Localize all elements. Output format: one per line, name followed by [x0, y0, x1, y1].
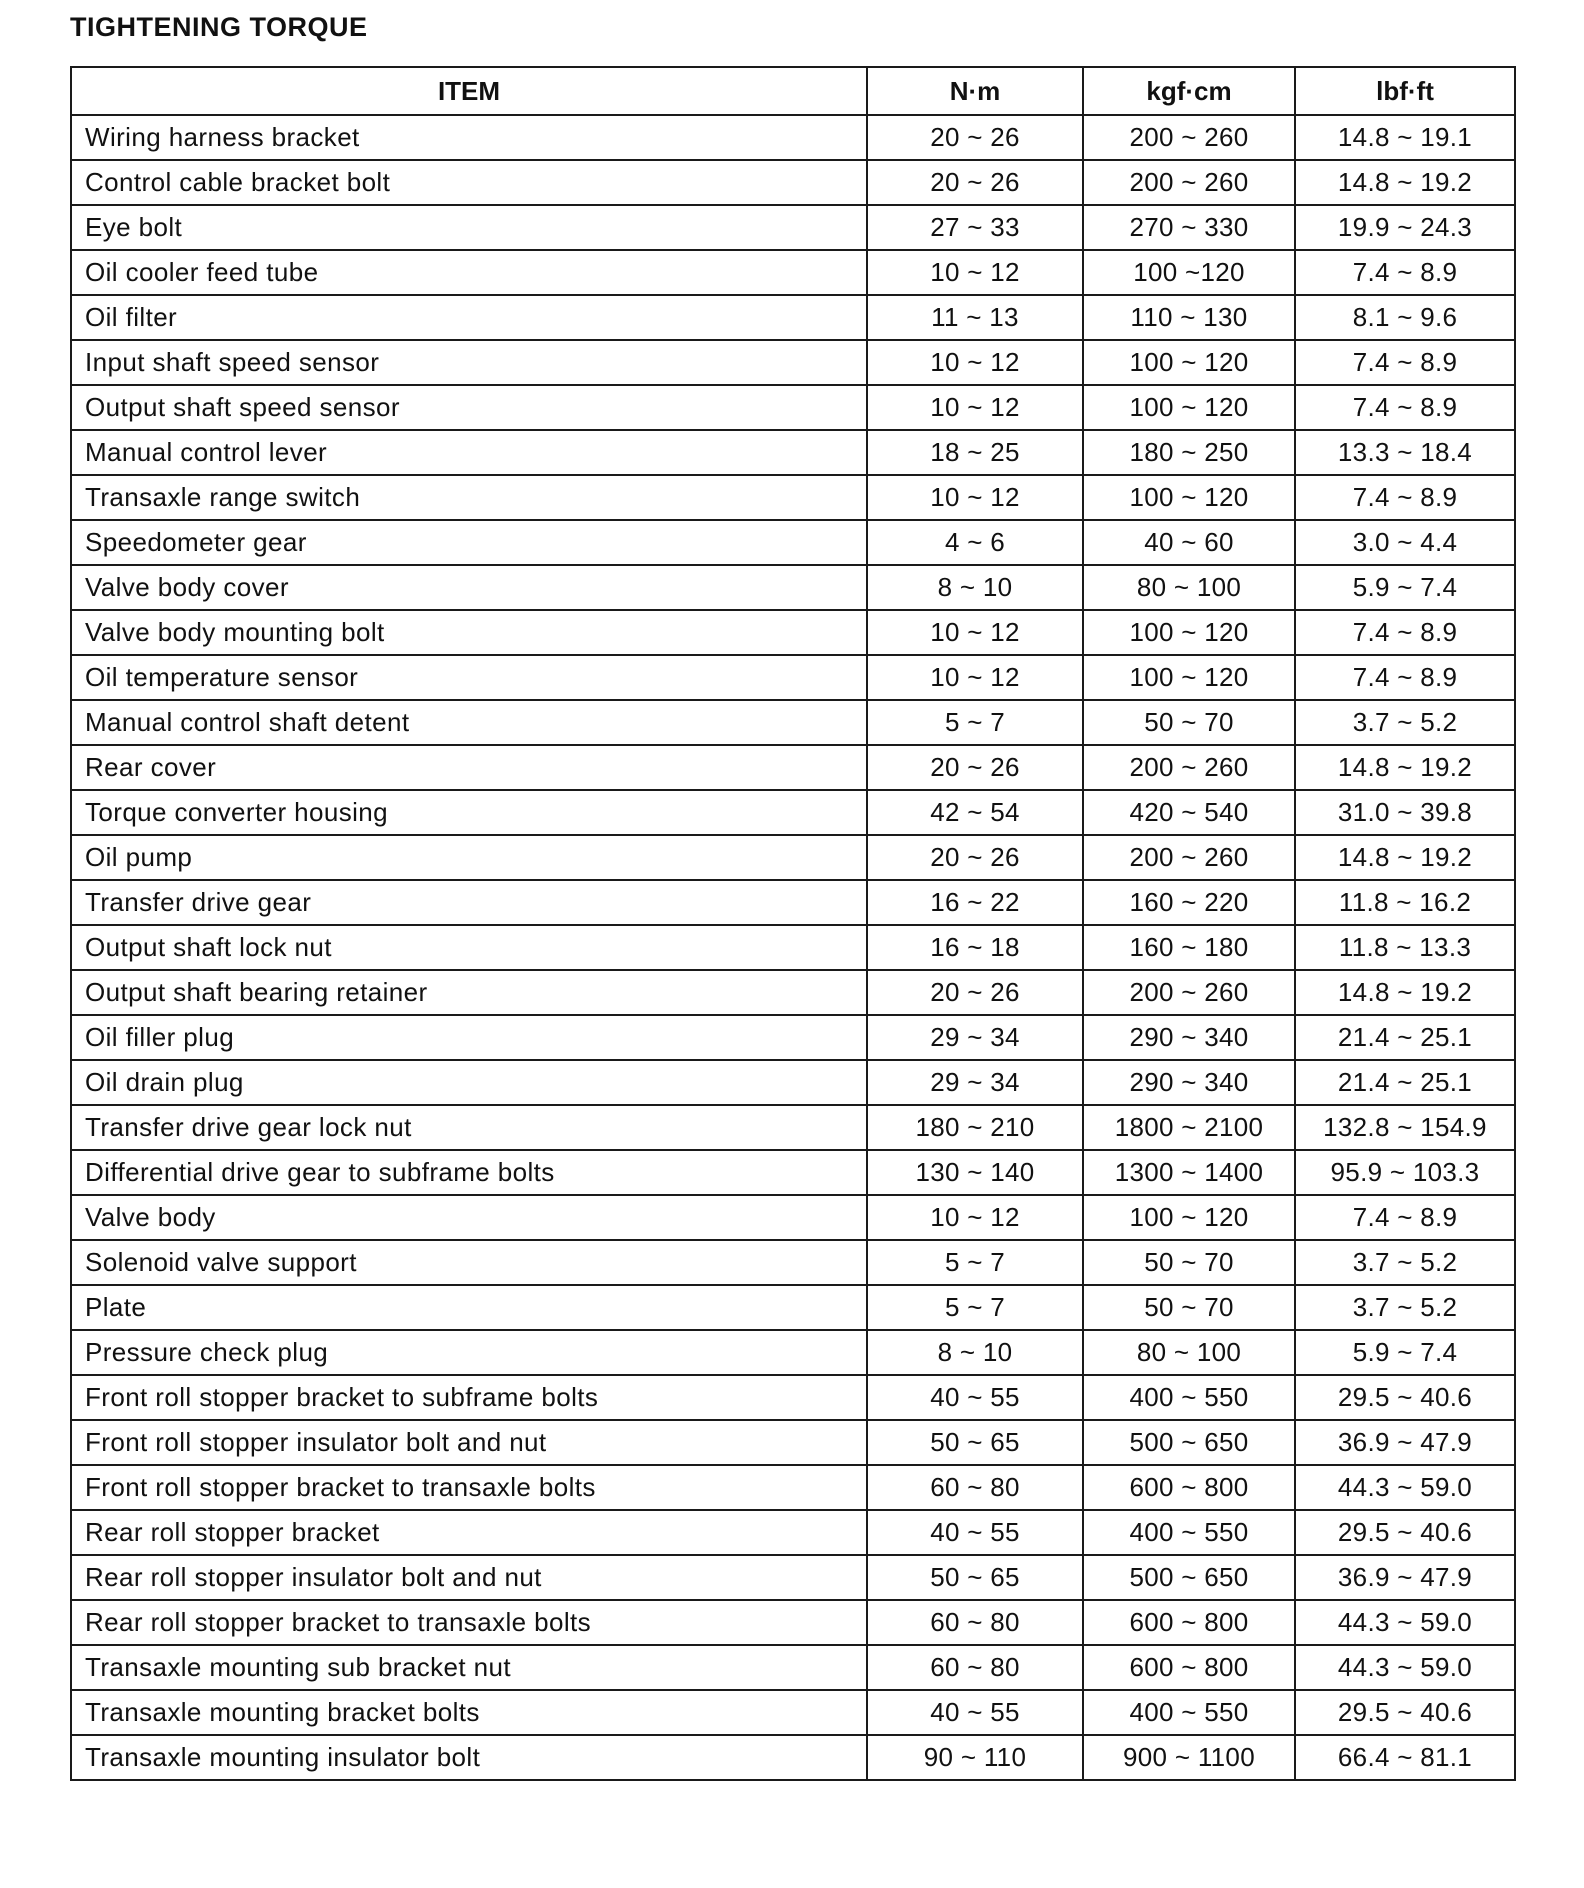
torque-kgf-cm: 400 ~ 550 — [1083, 1690, 1295, 1735]
torque-kgf-cm: 200 ~ 260 — [1083, 835, 1295, 880]
table-row — [71, 790, 1515, 835]
table-row — [71, 1285, 1515, 1330]
table-row — [71, 520, 1515, 565]
torque-kgf-cm: 50 ~ 70 — [1083, 1240, 1295, 1285]
table-row — [71, 1645, 1515, 1690]
torque-nm: 10 ~ 12 — [867, 385, 1083, 430]
table-row — [71, 1330, 1515, 1375]
torque-nm: 10 ~ 12 — [867, 1195, 1083, 1240]
torque-kgf-cm: 100 ~ 120 — [1083, 610, 1295, 655]
torque-nm: 40 ~ 55 — [867, 1510, 1083, 1555]
table-row — [71, 340, 1515, 385]
torque-lbf-ft: 14.8 ~ 19.2 — [1295, 160, 1515, 205]
torque-nm: 18 ~ 25 — [867, 430, 1083, 475]
torque-kgf-cm: 80 ~ 100 — [1083, 1330, 1295, 1375]
item-name: Rear cover — [71, 745, 867, 790]
torque-nm: 60 ~ 80 — [867, 1600, 1083, 1645]
header-lbf-ft: lbf·ft — [1295, 67, 1515, 115]
item-name: Manual control shaft detent — [71, 700, 867, 745]
torque-nm: 60 ~ 80 — [867, 1645, 1083, 1690]
table-row — [71, 1105, 1515, 1150]
table-row — [71, 205, 1515, 250]
torque-nm: 10 ~ 12 — [867, 655, 1083, 700]
torque-nm: 16 ~ 22 — [867, 880, 1083, 925]
item-name: Rear roll stopper insulator bolt and nut — [71, 1555, 867, 1600]
torque-kgf-cm: 200 ~ 260 — [1083, 970, 1295, 1015]
torque-lbf-ft: 13.3 ~ 18.4 — [1295, 430, 1515, 475]
torque-lbf-ft: 19.9 ~ 24.3 — [1295, 205, 1515, 250]
table-row — [71, 250, 1515, 295]
torque-nm: 10 ~ 12 — [867, 610, 1083, 655]
item-name: Oil filler plug — [71, 1015, 867, 1060]
item-name: Transaxle mounting insulator bolt — [71, 1735, 867, 1780]
table-row — [71, 1510, 1515, 1555]
torque-kgf-cm: 160 ~ 220 — [1083, 880, 1295, 925]
item-name: Output shaft speed sensor — [71, 385, 867, 430]
table-row — [71, 925, 1515, 970]
item-name: Solenoid valve support — [71, 1240, 867, 1285]
torque-kgf-cm: 600 ~ 800 — [1083, 1645, 1295, 1690]
torque-nm: 20 ~ 26 — [867, 970, 1083, 1015]
torque-kgf-cm: 400 ~ 550 — [1083, 1510, 1295, 1555]
torque-nm: 10 ~ 12 — [867, 340, 1083, 385]
page-title: TIGHTENING TORQUE — [70, 12, 368, 42]
torque-kgf-cm: 1800 ~ 2100 — [1083, 1105, 1295, 1150]
torque-lbf-ft: 5.9 ~ 7.4 — [1295, 565, 1515, 610]
item-name: Wiring harness bracket — [71, 115, 867, 160]
item-name: Pressure check plug — [71, 1330, 867, 1375]
torque-lbf-ft: 3.0 ~ 4.4 — [1295, 520, 1515, 565]
torque-kgf-cm: 100 ~ 120 — [1083, 1195, 1295, 1240]
torque-nm: 60 ~ 80 — [867, 1465, 1083, 1510]
torque-nm: 90 ~ 110 — [867, 1735, 1083, 1780]
torque-nm: 5 ~ 7 — [867, 700, 1083, 745]
torque-lbf-ft: 21.4 ~ 25.1 — [1295, 1015, 1515, 1060]
table-row — [71, 745, 1515, 790]
table-row — [71, 160, 1515, 205]
torque-lbf-ft: 21.4 ~ 25.1 — [1295, 1060, 1515, 1105]
torque-lbf-ft: 29.5 ~ 40.6 — [1295, 1510, 1515, 1555]
torque-lbf-ft: 11.8 ~ 16.2 — [1295, 880, 1515, 925]
torque-lbf-ft: 7.4 ~ 8.9 — [1295, 655, 1515, 700]
torque-nm: 42 ~ 54 — [867, 790, 1083, 835]
table-row — [71, 1060, 1515, 1105]
torque-kgf-cm: 200 ~ 260 — [1083, 160, 1295, 205]
torque-nm: 4 ~ 6 — [867, 520, 1083, 565]
table-row — [71, 1195, 1515, 1240]
table-body — [71, 115, 1515, 1780]
torque-lbf-ft: 3.7 ~ 5.2 — [1295, 1285, 1515, 1330]
torque-nm: 29 ~ 34 — [867, 1060, 1083, 1105]
table-row — [71, 1420, 1515, 1465]
torque-kgf-cm: 160 ~ 180 — [1083, 925, 1295, 970]
table-row — [71, 430, 1515, 475]
torque-nm: 5 ~ 7 — [867, 1240, 1083, 1285]
torque-lbf-ft: 44.3 ~ 59.0 — [1295, 1645, 1515, 1690]
torque-kgf-cm: 100 ~ 120 — [1083, 655, 1295, 700]
item-name: Transaxle range switch — [71, 475, 867, 520]
torque-kgf-cm: 600 ~ 800 — [1083, 1465, 1295, 1510]
torque-lbf-ft: 29.5 ~ 40.6 — [1295, 1690, 1515, 1735]
table-header-row — [71, 67, 1515, 115]
torque-nm: 8 ~ 10 — [867, 565, 1083, 610]
item-name: Valve body mounting bolt — [71, 610, 867, 655]
item-name: Oil cooler feed tube — [71, 250, 867, 295]
table-row — [71, 610, 1515, 655]
torque-lbf-ft: 132.8 ~ 154.9 — [1295, 1105, 1515, 1150]
torque-lbf-ft: 14.8 ~ 19.2 — [1295, 835, 1515, 880]
item-name: Plate — [71, 1285, 867, 1330]
torque-lbf-ft: 7.4 ~ 8.9 — [1295, 340, 1515, 385]
torque-lbf-ft: 14.8 ~ 19.2 — [1295, 745, 1515, 790]
item-name: Valve body cover — [71, 565, 867, 610]
torque-kgf-cm: 270 ~ 330 — [1083, 205, 1295, 250]
item-name: Speedometer gear — [71, 520, 867, 565]
item-name: Output shaft bearing retainer — [71, 970, 867, 1015]
item-name: Eye bolt — [71, 205, 867, 250]
torque-lbf-ft: 7.4 ~ 8.9 — [1295, 610, 1515, 655]
item-name: Transaxle mounting sub bracket nut — [71, 1645, 867, 1690]
table-row — [71, 1690, 1515, 1735]
torque-lbf-ft: 14.8 ~ 19.1 — [1295, 115, 1515, 160]
torque-nm: 10 ~ 12 — [867, 475, 1083, 520]
item-name: Output shaft lock nut — [71, 925, 867, 970]
torque-nm: 180 ~ 210 — [867, 1105, 1083, 1150]
torque-nm: 50 ~ 65 — [867, 1555, 1083, 1600]
torque-lbf-ft: 95.9 ~ 103.3 — [1295, 1150, 1515, 1195]
torque-nm: 16 ~ 18 — [867, 925, 1083, 970]
table-row — [71, 1555, 1515, 1600]
item-name: Differential drive gear to subframe bolts — [71, 1150, 867, 1195]
torque-lbf-ft: 7.4 ~ 8.9 — [1295, 385, 1515, 430]
torque-kgf-cm: 420 ~ 540 — [1083, 790, 1295, 835]
item-name: Oil drain plug — [71, 1060, 867, 1105]
torque-kgf-cm: 200 ~ 260 — [1083, 115, 1295, 160]
item-name: Front roll stopper bracket to transaxle bolts — [71, 1465, 867, 1510]
table-row — [71, 1150, 1515, 1195]
torque-lbf-ft: 44.3 ~ 59.0 — [1295, 1465, 1515, 1510]
torque-kgf-cm: 50 ~ 70 — [1083, 1285, 1295, 1330]
torque-kgf-cm: 100 ~ 120 — [1083, 385, 1295, 430]
torque-lbf-ft: 8.1 ~ 9.6 — [1295, 295, 1515, 340]
table-row — [71, 880, 1515, 925]
item-name: Rear roll stopper bracket to transaxle bolts — [71, 1600, 867, 1645]
torque-kgf-cm: 900 ~ 1100 — [1083, 1735, 1295, 1780]
torque-kgf-cm: 500 ~ 650 — [1083, 1420, 1295, 1465]
table-row — [71, 700, 1515, 745]
item-name: Oil pump — [71, 835, 867, 880]
torque-lbf-ft: 7.4 ~ 8.9 — [1295, 1195, 1515, 1240]
table-row — [71, 970, 1515, 1015]
item-name: Rear roll stopper bracket — [71, 1510, 867, 1555]
item-name: Transaxle mounting bracket bolts — [71, 1690, 867, 1735]
torque-lbf-ft: 31.0 ~ 39.8 — [1295, 790, 1515, 835]
torque-kgf-cm: 400 ~ 550 — [1083, 1375, 1295, 1420]
torque-nm: 20 ~ 26 — [867, 115, 1083, 160]
torque-nm: 8 ~ 10 — [867, 1330, 1083, 1375]
torque-kgf-cm: 100 ~ 120 — [1083, 475, 1295, 520]
item-name: Oil temperature sensor — [71, 655, 867, 700]
item-name: Transfer drive gear — [71, 880, 867, 925]
item-name: Input shaft speed sensor — [71, 340, 867, 385]
torque-lbf-ft: 36.9 ~ 47.9 — [1295, 1555, 1515, 1600]
torque-lbf-ft: 66.4 ~ 81.1 — [1295, 1735, 1515, 1780]
torque-lbf-ft: 5.9 ~ 7.4 — [1295, 1330, 1515, 1375]
torque-kgf-cm: 290 ~ 340 — [1083, 1015, 1295, 1060]
item-name: Oil filter — [71, 295, 867, 340]
header-nm: N·m — [867, 67, 1083, 115]
table-row — [71, 1465, 1515, 1510]
torque-kgf-cm: 500 ~ 650 — [1083, 1555, 1295, 1600]
table-row — [71, 115, 1515, 160]
torque-nm: 50 ~ 65 — [867, 1420, 1083, 1465]
torque-nm: 20 ~ 26 — [867, 160, 1083, 205]
torque-nm: 11 ~ 13 — [867, 295, 1083, 340]
item-name: Manual control lever — [71, 430, 867, 475]
torque-lbf-ft: 11.8 ~ 13.3 — [1295, 925, 1515, 970]
torque-kgf-cm: 100 ~120 — [1083, 250, 1295, 295]
torque-nm: 20 ~ 26 — [867, 745, 1083, 790]
table-row — [71, 1240, 1515, 1285]
torque-lbf-ft: 44.3 ~ 59.0 — [1295, 1600, 1515, 1645]
torque-kgf-cm: 50 ~ 70 — [1083, 700, 1295, 745]
torque-lbf-ft: 7.4 ~ 8.9 — [1295, 475, 1515, 520]
torque-kgf-cm: 290 ~ 340 — [1083, 1060, 1295, 1105]
table-row — [71, 565, 1515, 610]
torque-lbf-ft: 29.5 ~ 40.6 — [1295, 1375, 1515, 1420]
torque-nm: 29 ~ 34 — [867, 1015, 1083, 1060]
table-row — [71, 655, 1515, 700]
torque-kgf-cm: 600 ~ 800 — [1083, 1600, 1295, 1645]
torque-nm: 20 ~ 26 — [867, 835, 1083, 880]
torque-kgf-cm: 200 ~ 260 — [1083, 745, 1295, 790]
torque-nm: 130 ~ 140 — [867, 1150, 1083, 1195]
item-name: Front roll stopper insulator bolt and nut — [71, 1420, 867, 1465]
torque-lbf-ft: 7.4 ~ 8.9 — [1295, 250, 1515, 295]
torque-kgf-cm: 100 ~ 120 — [1083, 340, 1295, 385]
table-row — [71, 475, 1515, 520]
torque-nm: 40 ~ 55 — [867, 1690, 1083, 1735]
item-name: Transfer drive gear lock nut — [71, 1105, 867, 1150]
torque-nm: 27 ~ 33 — [867, 205, 1083, 250]
item-name: Valve body — [71, 1195, 867, 1240]
table-row — [71, 385, 1515, 430]
table-row — [71, 835, 1515, 880]
item-name: Torque converter housing — [71, 790, 867, 835]
table-row — [71, 1015, 1515, 1060]
table-row — [71, 1600, 1515, 1645]
table-row — [71, 1735, 1515, 1780]
torque-nm: 40 ~ 55 — [867, 1375, 1083, 1420]
table-row — [71, 295, 1515, 340]
torque-lbf-ft: 14.8 ~ 19.2 — [1295, 970, 1515, 1015]
torque-nm: 5 ~ 7 — [867, 1285, 1083, 1330]
torque-lbf-ft: 36.9 ~ 47.9 — [1295, 1420, 1515, 1465]
header-kgf-cm: kgf·cm — [1083, 67, 1295, 115]
header-item: ITEM — [71, 67, 867, 115]
table-row — [71, 1375, 1515, 1420]
torque-kgf-cm: 110 ~ 130 — [1083, 295, 1295, 340]
torque-lbf-ft: 3.7 ~ 5.2 — [1295, 1240, 1515, 1285]
torque-table — [70, 66, 1516, 1781]
torque-kgf-cm: 80 ~ 100 — [1083, 565, 1295, 610]
item-name: Front roll stopper bracket to subframe bolts — [71, 1375, 867, 1420]
item-name: Control cable bracket bolt — [71, 160, 867, 205]
torque-nm: 10 ~ 12 — [867, 250, 1083, 295]
torque-kgf-cm: 180 ~ 250 — [1083, 430, 1295, 475]
torque-kgf-cm: 40 ~ 60 — [1083, 520, 1295, 565]
torque-kgf-cm: 1300 ~ 1400 — [1083, 1150, 1295, 1195]
torque-lbf-ft: 3.7 ~ 5.2 — [1295, 700, 1515, 745]
